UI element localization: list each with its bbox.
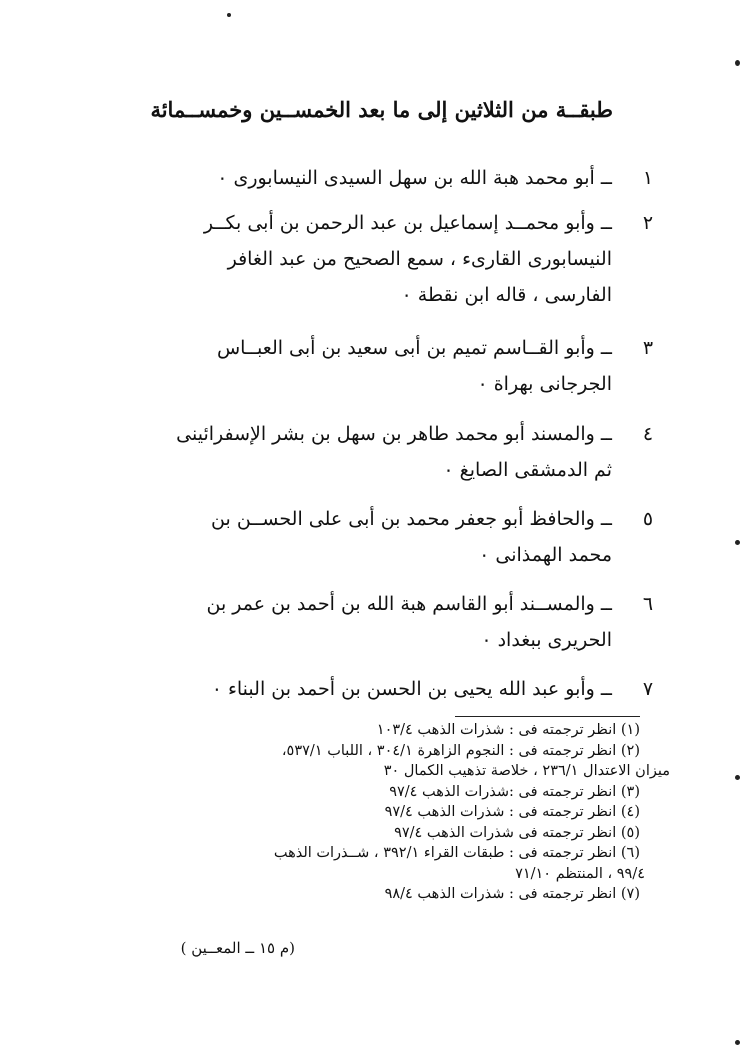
entry-text: ــ وأبو محمــد إسماعيل بن عبد الرحمن بن أبى بكــر [203,212,612,234]
entry-5 [132,501,654,573]
entry-number: ٢ [642,212,654,234]
entry-text: ثم الدمشقى الصايغ ٠ [443,459,612,481]
edge-mark [735,775,740,780]
entry-text: ــ وأبو عبد الله يحيى بن الحسن بن أحمد بن البناء ٠ [211,678,612,700]
edge-mark [735,540,740,545]
page-signature: (م ١٥ ــ المعــين ) [180,939,295,957]
footnote-separator [455,716,640,717]
entry-text: ــ والمســند أبو القاسم هبة الله بن أحمد بن عمر بن [206,593,612,615]
entry-text: الفارسى ، قاله ابن نقطة ٠ [401,284,612,306]
footnote-line: ميزان الاعتدال ٢٣٦/١ ، خلاصة تذهيب الكمال ٣٠ [383,763,670,779]
footnote-line: (٤) انظر ترجمته فى : شذرات الذهب ٩٧/٤ [384,804,640,820]
entry-2 [132,205,654,313]
footnotes [80,720,670,905]
entry-text: الحريرى ببغداد ٠ [481,629,612,651]
entry-text: محمد الهمذانى ٠ [479,544,612,566]
edge-mark [735,1040,740,1045]
print-speck [227,13,231,17]
entry-3 [132,330,654,402]
entry-text: ــ والحافظ أبو جعفر محمد بن أبى على الحســن بن [211,508,612,530]
footnote-line: (٢) انظر ترجمته فى : النجوم الزاهرة ٣٠٤/١ ، اللباب ٥٣٧/١، [281,742,640,759]
entry-number: ٣ [642,337,654,359]
footnote-line: (٧) انظر ترجمته فى : شذرات الذهب ٩٨/٤ [384,886,640,902]
entry-text: ــ أبو محمد هبة الله بن سهل السيدى النيسابورى ٠ [217,167,612,189]
footnote-line: ٩٩/٤ ، المنتظم ٧١/١٠ [515,865,645,882]
entry-7 [132,671,654,707]
entry-text: الجرجانى بهراة ٠ [477,373,612,395]
entry-number: ٤ [642,423,654,445]
entry-1 [132,160,654,196]
entry-text: النيسابورى القارىء ، سمع الصحيح من عبد الغافر [227,248,612,270]
entry-number: ٧ [642,678,654,700]
footnote-line: (١) انظر ترجمته فى : شذرات الذهب ١٠٣/٤ [376,722,640,738]
edge-mark [735,60,740,66]
footnote-line: (٦) انظر ترجمته فى : طبقات القراء ٣٩٢/١ ، شــذرات الذهب [273,845,640,861]
entry-number: ٥ [642,508,654,530]
footnote-line: (٣) انظر ترجمته فى :شذرات الذهب ٩٧/٤ [389,783,640,800]
entry-4 [132,416,654,488]
section-heading: طبقــة من الثلاثين إلى ما بعد الخمســين وخمســمائة [150,97,613,122]
entry-number: ١ [642,167,654,189]
entry-6 [132,586,654,658]
entry-text: ــ والمسند أبو محمد طاهر بن سهل بن بشر الإسفرائينى [176,423,612,445]
entry-text: ــ وأبو القــاسم تميم بن أبى سعيد بن أبى العبــاس [216,337,612,359]
entry-number: ٦ [642,593,654,615]
footnote-line: (٥) انظر ترجمته فى شذرات الذهب ٩٧/٤ [394,824,640,841]
